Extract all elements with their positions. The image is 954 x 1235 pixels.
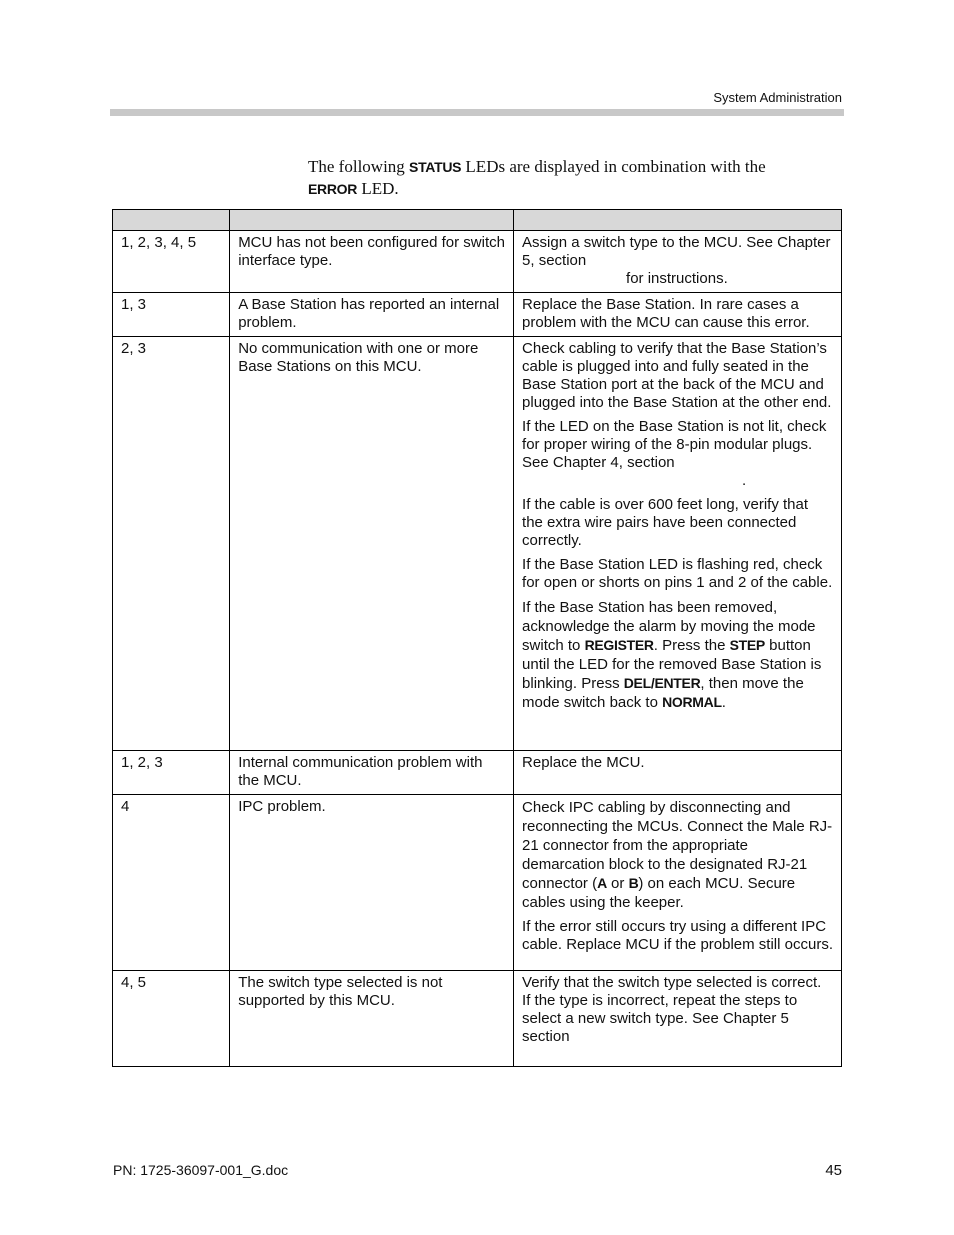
action-paragraph: If the error still occurs try using a different IPC cable. Replace MCU if the problem still occurs. xyxy=(522,918,833,953)
table-header-row xyxy=(113,210,842,231)
page-number: 45 xyxy=(825,1162,842,1179)
problem-cell: A Base Station has reported an internal problem. xyxy=(230,293,514,337)
running-header: System Administration xyxy=(713,90,842,105)
action-text: button until the LED for the removed Base Station is blinking. Press xyxy=(522,637,822,692)
document-id: PN: 1725-36097-001_G.doc xyxy=(113,1162,289,1178)
action-cell xyxy=(514,337,842,751)
action-paragraph: Assign a switch type to the MCU. See Chapter 5, section xyxy=(522,234,831,269)
action-text: If the Base Station has been removed, acknowledge the alarm by moving the mode switch to xyxy=(522,599,816,654)
intro-text-mid: LEDs are displayed in combination with the xyxy=(461,157,766,176)
error-keyword: ERROR xyxy=(308,181,358,197)
problem-cell: MCU has not been configured for switch interface type. xyxy=(230,231,514,293)
action-text: ) on each MCU. Secure cables using the keeper. xyxy=(522,875,796,911)
intro-text-post: LED. xyxy=(357,179,399,198)
action-text: Check IPC cabling by disconnecting and reconnecting the MCUs. Connect the Male RJ-21 connector from the appropriate demarcation block to the designated RJ-21 connector ( xyxy=(522,799,833,892)
leds-cell: 1, 3 xyxy=(113,293,230,337)
action-paragraph: If the Base Station LED is flashing red, check for open or shorts on pins 1 and 2 of the cable. xyxy=(522,556,833,591)
normal-keyword: NORMAL xyxy=(662,694,722,710)
action-paragraph: Check cabling to verify that the Base Station’s cable is plugged into and fully seated in the Base Station port at the back of the MCU and plugged into the Base Station at the other end. xyxy=(522,340,832,411)
header-rule xyxy=(110,109,844,116)
leds-cell: 1, 2, 3, 4, 5 xyxy=(113,231,230,293)
action-paragraph xyxy=(522,598,833,712)
action-paragraph: Replace the MCU. xyxy=(522,754,645,771)
problem-cell: IPC problem. xyxy=(230,795,514,971)
table-row xyxy=(113,337,842,751)
table-header-cell xyxy=(230,210,514,231)
action-cell xyxy=(514,231,842,293)
action-cell xyxy=(514,293,842,337)
problem-cell: The switch type selected is not supported by this MCU. xyxy=(230,971,514,1067)
action-paragraph: Verify that the switch type selected is correct. If the type is incorrect, repeat the steps to select a new switch type. See Chapter 5 section xyxy=(522,974,822,1045)
action-text: , then move the mode switch back to xyxy=(522,675,804,711)
leds-cell: 4 xyxy=(113,795,230,971)
leds-cell: 1, 2, 3 xyxy=(113,751,230,795)
action-paragraph: Replace the Base Station. In rare cases a problem with the MCU can cause this error. xyxy=(522,296,810,331)
action-cell xyxy=(514,751,842,795)
table-header-cell xyxy=(514,210,842,231)
action-paragraph xyxy=(522,798,833,912)
leds-cell: 4, 5 xyxy=(113,971,230,1067)
table-row xyxy=(113,751,842,795)
table-row xyxy=(113,795,842,971)
led-error-table xyxy=(112,209,842,1067)
table-row xyxy=(113,231,842,293)
problem-cell: Internal communication problem with the MCU. xyxy=(230,751,514,795)
action-paragraph: If the LED on the Base Station is not lit, check for proper wiring of the 8-pin modular plugs. See Chapter 4, section xyxy=(522,418,827,471)
action-text: or xyxy=(606,875,629,892)
leds-cell: 2, 3 xyxy=(113,337,230,751)
table-row xyxy=(113,293,842,337)
intro-paragraph xyxy=(308,156,828,200)
connector-a-keyword: A xyxy=(597,875,607,891)
action-cell xyxy=(514,795,842,971)
action-text: . xyxy=(721,694,726,711)
action-text: . Press the xyxy=(653,637,730,654)
del-enter-keyword: DEL/ENTER xyxy=(623,675,701,691)
action-paragraph: for instructions. xyxy=(626,270,728,287)
problem-cell: No communication with one or more Base Stations on this MCU. xyxy=(230,337,514,751)
status-keyword: STATUS xyxy=(409,159,462,175)
connector-b-keyword: B xyxy=(628,875,639,891)
action-paragraph: If the cable is over 600 feet long, verify that the extra wire pairs have been connected correctly. xyxy=(522,496,809,549)
step-keyword: STEP xyxy=(729,637,765,653)
action-cell xyxy=(514,971,842,1067)
intro-text-pre: The following xyxy=(308,157,410,176)
register-keyword: REGISTER xyxy=(584,637,654,653)
table-row xyxy=(113,971,842,1067)
table-header-cell xyxy=(113,210,230,231)
action-paragraph: . xyxy=(742,472,747,489)
